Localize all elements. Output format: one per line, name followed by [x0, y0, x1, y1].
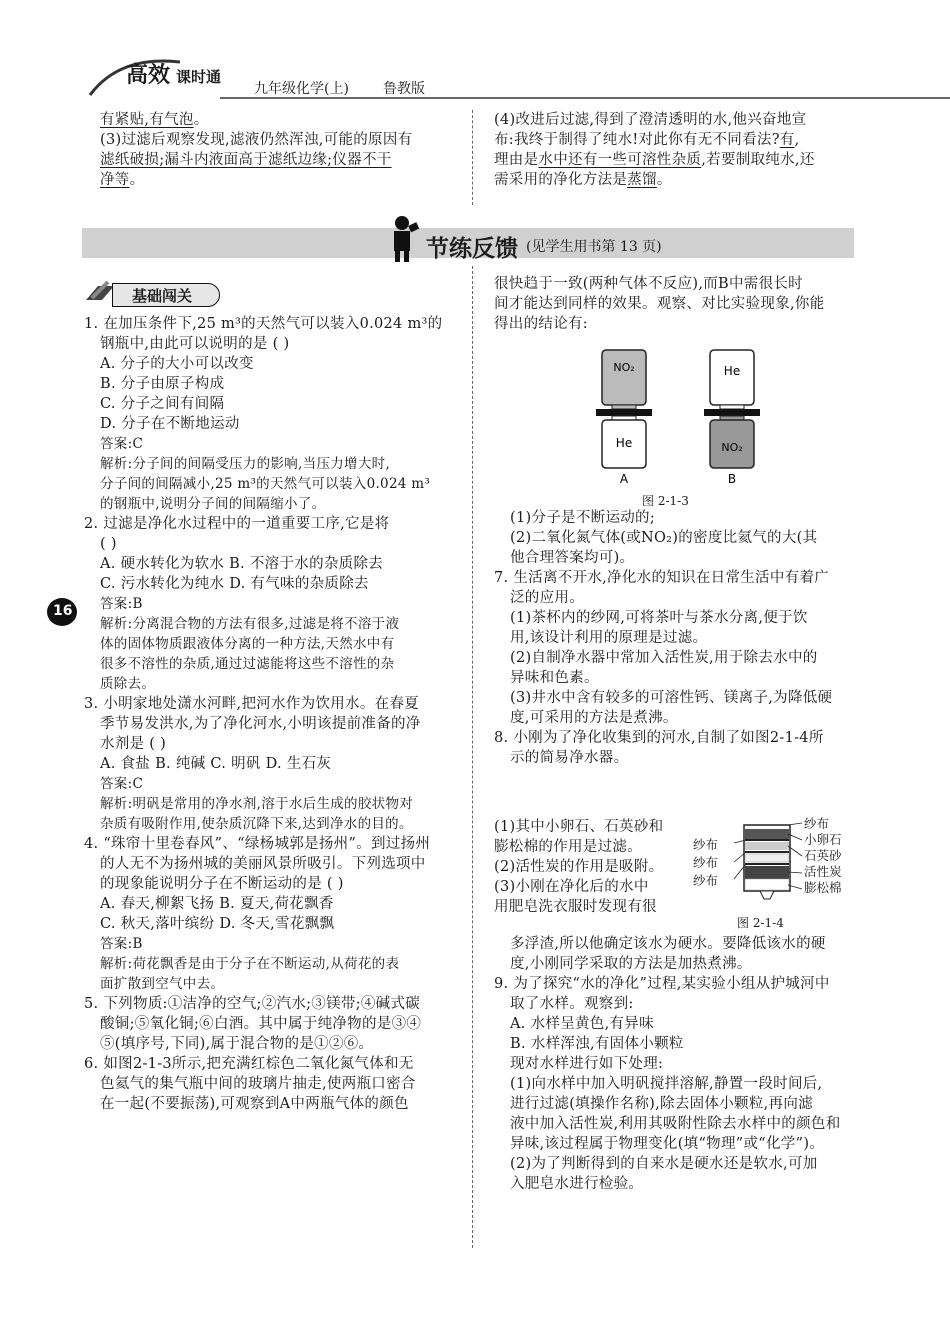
jar-a-bottom-label: He: [615, 436, 633, 450]
right-column-middle: [494, 508, 856, 768]
text-line: 的人无不为扬州城的美丽风景所吸引。下列选项中: [100, 856, 426, 872]
jar-b-bottom-label: NO₂: [721, 441, 743, 454]
text-span: 。: [193, 112, 209, 128]
text-line: 分子间的间隔减小,25 m³的天然气可以装入0.024 m³: [100, 476, 431, 492]
text-line: 膨松棉的作用是过滤。: [494, 839, 642, 855]
text-span: 理由是: [494, 152, 539, 168]
text-line: 1. 在加压条件下,25 m³的天然气可以装入0.024 m³的: [84, 316, 443, 332]
text-line: 度,小刚同学采取的方法是加热煮沸。: [510, 956, 752, 972]
text-line: (2)二氧化氮气体(或NO₂)的密度比氦气的大(其: [510, 530, 818, 546]
text-line: 用,该设计利用的原理是过滤。: [510, 630, 708, 646]
fig214-right-label: 纱布: [804, 816, 830, 831]
figure-2-1-3-caption: 图 2-1-3: [642, 494, 689, 508]
text-line: 3. 小明家地处潇水河畔,把河水作为饮用水。在春夏: [84, 696, 420, 712]
text-line: 季节易发洪水,为了净化河水,小明该提前准备的净: [100, 716, 421, 732]
text-line: 解析:分离混合物的方法有很多,过滤是将不溶于液: [100, 616, 400, 632]
text-line: [100, 150, 462, 170]
text-span: 需采用的净化方法是: [494, 172, 628, 188]
text-line: [100, 130, 462, 150]
text-line: 8. 小刚为了净化收集到的河水,自制了如图2-1-4所: [494, 730, 824, 746]
text-line: 进行过滤(填操作名称),除去固体小颗粒,再向滤: [510, 1096, 813, 1112]
jar-a-top-label: NO₂: [613, 361, 635, 374]
fig214-left-label: 纱布: [693, 855, 719, 870]
text-line: 异味,该过程属于物理变化(填“物理”或“化学”)。: [510, 1136, 825, 1152]
text-line: B. 水样浑浊,有固体小颗粒: [510, 1036, 684, 1052]
text-line: 解析:荷花飘香是由于分子在不断运动,从荷花的表: [100, 956, 400, 972]
figure-2-1-4-right-labels: [804, 816, 842, 896]
fig214-left-label: 纱布: [693, 837, 719, 852]
figure-2-1-4-caption: 图 2-1-4: [737, 916, 784, 930]
text-line: 入肥皂水进行检验。: [510, 1176, 644, 1192]
answer-fill: 滤纸破损;漏斗内液面高于滤纸边缘;仪器不干: [100, 152, 392, 168]
header-edition: 鲁教版: [383, 81, 425, 97]
text-span: 布:我终于制得了纯水!对此你有无不同看法?: [494, 132, 780, 148]
text-line: 6. 如图2-1-3所示,把充满红棕色二氧化氮气体和无: [84, 1056, 414, 1072]
text-line: C. 秋天,落叶缤纷 D. 冬天,雪花飘飘: [100, 916, 335, 932]
text-line: ⑤(填序号,下同),属于混合物的是①②⑥。: [100, 1036, 374, 1052]
figure-2-1-3: [590, 345, 770, 485]
text-line: A. 水样呈黄色,有异味: [510, 1016, 654, 1032]
text-line: 多浮渣,所以他确定该水为硬水。要降低该水的硬: [510, 936, 826, 952]
text-span: ,若要制取纯水,还: [701, 152, 815, 168]
jar-a-name: A: [619, 472, 629, 485]
text-line: C. 分子之间有间隔: [100, 396, 225, 412]
text-line: 水剂是 ( ): [100, 736, 167, 752]
answer-fill: 有紧贴,有气泡: [100, 112, 194, 128]
text-line: A. 春天,柳絮飞扬 B. 夏天,荷花飘香: [100, 896, 334, 912]
text-line: C. 污水转化为纯水 D. 有气味的杂质除去: [100, 576, 369, 592]
text-line: A. 硬水转化为软水 B. 不溶于水的杂质除去: [100, 556, 384, 572]
text-line: (1)向水样中加入明矾搅拌溶解,静置一段时间后,: [510, 1076, 823, 1092]
top-left-block: [100, 110, 462, 190]
text-line: (1)其中小卵石、石英砂和: [494, 819, 664, 835]
page-number: 16: [53, 603, 73, 619]
answer-fill: 有: [779, 132, 795, 148]
text-line: 示的简易净水器。: [510, 750, 629, 766]
text-span: 。: [656, 172, 672, 188]
text-line: [494, 130, 856, 150]
text-line: (2)活性炭的作用是吸附。: [494, 859, 664, 875]
text-line: (3)井水中含有较多的可溶性钙、镁离子,为降低硬: [510, 690, 833, 706]
text-line: 体的固体物质跟液体分离的一种方法,天然水中有: [100, 636, 395, 652]
text-line: 酸铜;⑤氧化铜;⑥白酒。其中属于纯净物的是③④: [100, 1016, 422, 1032]
right-column-intro: [494, 274, 856, 334]
left-column: [84, 314, 468, 1114]
text-line: 质除去。: [100, 676, 156, 692]
header-grade: 九年级化学(上): [254, 81, 349, 97]
text-span: 。: [129, 172, 145, 188]
answer-fill: 水中还有一些可溶性杂质: [538, 152, 702, 168]
text-line: 钢瓶中,由此可以说明的是 ( ): [100, 336, 290, 352]
text-line: 液中加入活性炭,利用其吸附性除去水样中的颜色和: [510, 1116, 841, 1132]
text-line: 答案:C: [100, 776, 144, 792]
fig214-right-label: 活性炭: [804, 864, 842, 879]
answer-fill: 蒸馏: [627, 172, 657, 188]
fig214-right-label: 石英砂: [804, 848, 842, 863]
text-line: 7. 生活离不开水,净化水的知识在日常生活中有着广: [494, 570, 830, 586]
right-column-bottom: [494, 934, 856, 1194]
text-line: ( ): [100, 536, 117, 552]
brand-sub: 课时通: [176, 68, 222, 86]
column-divider-main: [472, 266, 473, 1248]
brand-main: 高效: [126, 62, 171, 88]
text-line: 答案:B: [100, 936, 143, 952]
text-line: 的现象能说明分子在不断运动的是 ( ): [100, 876, 344, 892]
text-line: 解析:分子间的间隔受压力的影响,当压力增大时,: [100, 456, 391, 472]
text-line: 杂质有吸附作用,使杂质沉降下来,达到净水的目的。: [100, 816, 413, 832]
fig214-right-label: 膨松棉: [804, 880, 842, 895]
text-line: (2)自制净水器中常加入活性炭,用于除去水中的: [510, 650, 818, 666]
text-line: A. 食盐 B. 纯碱 C. 明矾 D. 生石灰: [100, 756, 332, 772]
text-line: 度,可采用的方法是煮沸。: [510, 710, 678, 726]
text-line: 用肥皂洗衣服时发现有很: [494, 899, 657, 915]
text-line: 色氦气的集气瓶中间的玻璃片抽走,使两瓶口密合: [100, 1076, 416, 1092]
text-line: 得出的结论有:: [494, 316, 588, 332]
text-line: 答案:B: [100, 596, 143, 612]
text-line: 5. 下列物质:①洁净的空气;②汽水;③镁带;④碱式碳: [84, 996, 421, 1012]
text-line: [494, 170, 856, 190]
text-line: 的钢瓶中,说明分子间的间隔缩小了。: [100, 496, 326, 512]
fig214-left-label: 纱布: [693, 873, 719, 888]
person-icon: [385, 214, 419, 264]
section-reference: (见学生用书第 13 页): [526, 239, 662, 255]
figure-2-1-4-left-labels: [693, 836, 718, 890]
text-line: (1)茶杯内的纱网,可将茶叶与茶水分离,便于饮: [510, 610, 808, 626]
text-line: [100, 110, 462, 130]
page-header: [0, 40, 950, 110]
text-line: 现对水样进行如下处理:: [510, 1056, 664, 1072]
text-line: 泛的应用。: [510, 590, 584, 606]
text-line: [494, 150, 856, 170]
text-line: D. 分子在不断地运动: [100, 416, 240, 432]
text-line: 解析:明矾是常用的净水剂,溶于水后生成的胶状物对: [100, 796, 414, 812]
text-line: (2)为了判断得到的自来水是硬水还是软水,可加: [510, 1156, 818, 1172]
text-line: 面扩散到空气中去。: [100, 976, 225, 992]
section-title: 节练反馈: [426, 236, 518, 262]
text-line: A. 分子的大小可以改变: [100, 356, 254, 372]
text-line: (1)分子是不断运动的;: [510, 510, 656, 526]
text-line: 9. 为了探究“水的净化”过程,某实验小组从护城河中: [494, 976, 830, 992]
text-line: 4. “珠帘十里卷春风”、“绿杨城郭是扬州”。到过扬州: [84, 836, 431, 852]
text-line: 答案:C: [100, 436, 144, 452]
top-right-block: [494, 110, 856, 190]
jar-b-top-label: He: [723, 364, 741, 378]
answer-fill: 净等: [100, 172, 130, 188]
text-line: 间才能达到同样的效果。观察、对比实验现象,你能: [494, 296, 825, 312]
text-span: (3)过滤后观察发现,滤液仍然浑浊,可能的原因有: [100, 132, 413, 148]
text-line: 异味和色素。: [510, 670, 599, 686]
text-line: [100, 170, 462, 190]
text-span: ,: [794, 132, 800, 148]
text-line: 很多不溶性的杂质,通过过滤能将这些不溶性的杂: [100, 656, 395, 672]
text-line: (3)小刚在净化后的水中: [494, 879, 649, 895]
subsection-title: 基础闯关: [132, 287, 193, 305]
text-line: 在一起(不要振荡),可观察到A中两瓶气体的颜色: [100, 1096, 409, 1112]
text-line: B. 分子由原子构成: [100, 376, 225, 392]
fig214-right-label: 小卵石: [804, 832, 842, 847]
text-line: [494, 110, 856, 130]
text-line: 2. 过滤是净化水过程中的一道重要工序,它是将: [84, 516, 390, 532]
text-line: 取了水样。观察到:: [510, 996, 634, 1012]
question-8-text: [494, 817, 694, 917]
jar-b-name: B: [727, 472, 737, 485]
text-line: 他合理答案均可)。: [510, 550, 635, 566]
text-span: (4)改进后过滤,得到了澄清透明的水,他兴奋地宣: [494, 112, 807, 128]
text-line: 很快趋于一致(两种气体不反应),而B中需很长时: [494, 276, 803, 292]
column-divider-top: [472, 110, 473, 205]
